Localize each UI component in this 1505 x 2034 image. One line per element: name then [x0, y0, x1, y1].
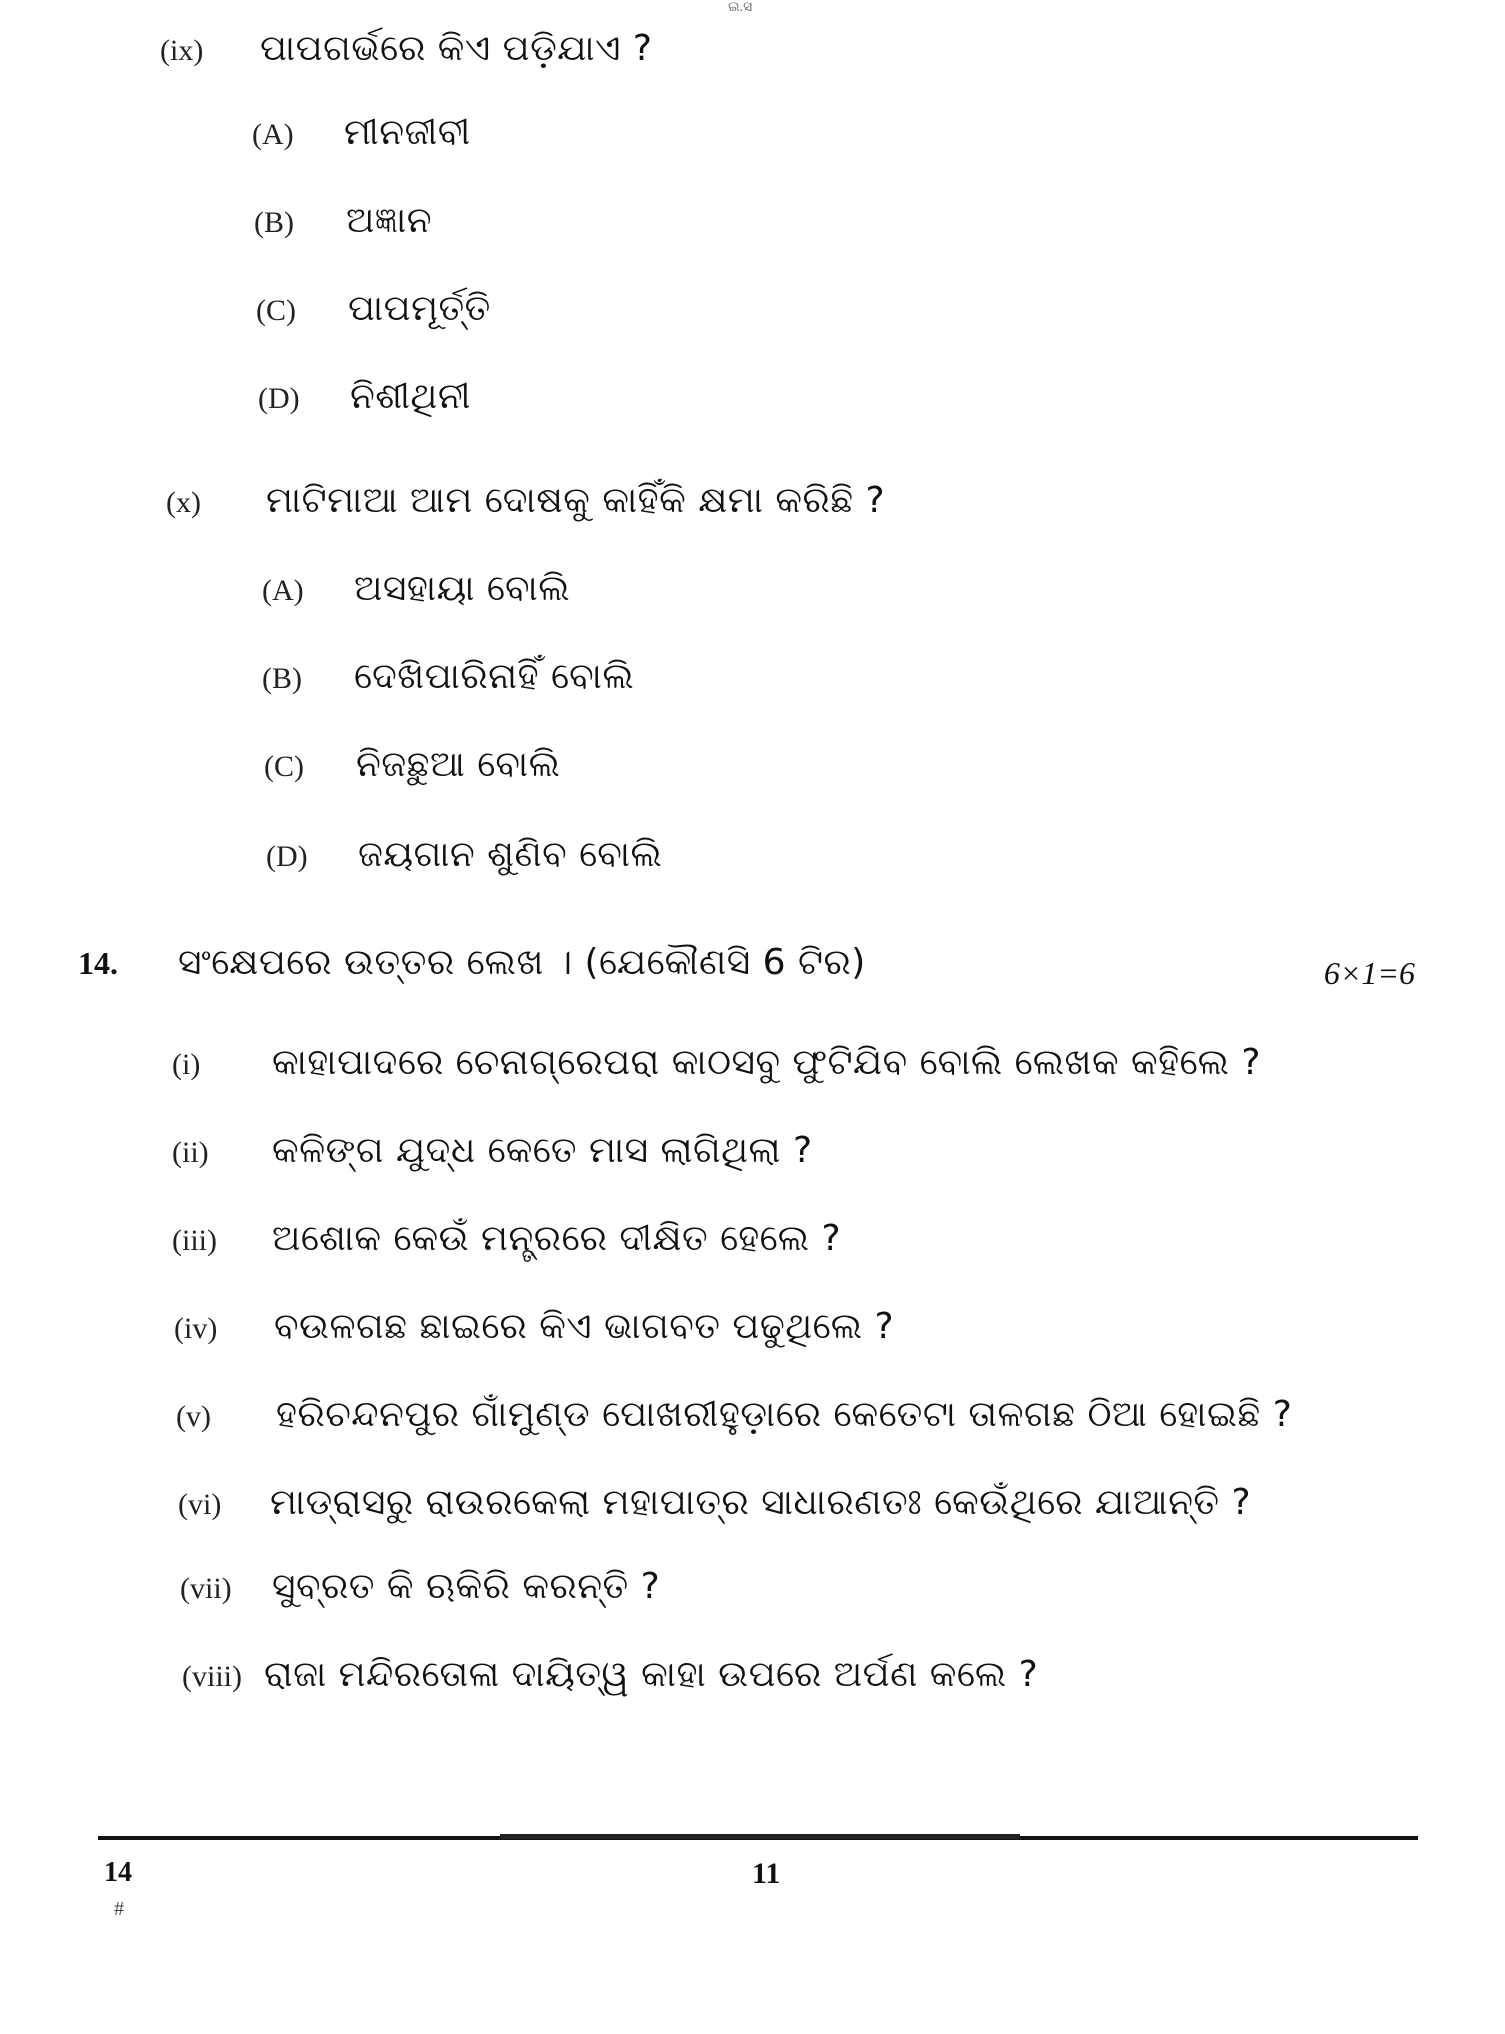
option-b [254, 200, 432, 242]
question-ix [160, 28, 652, 70]
option-text: ଜୟଗାନ ଶୁଣିବ ବୋଲି [358, 834, 663, 875]
question-ii [172, 1130, 813, 1172]
option-label: (C) [256, 294, 296, 327]
option-text: ଦେଖିପାରିନାହିଁ ବୋଲି [354, 656, 635, 697]
question-text: ସୁବ୍ରତ କି ଋକିରି କରନ୍ତି ? [272, 1566, 661, 1607]
option-label: (A) [262, 574, 304, 607]
question-i [172, 1042, 1261, 1084]
option-c [256, 288, 491, 330]
question-number: (v) [176, 1400, 211, 1433]
footer-code: 14 [104, 1857, 132, 1888]
option-text: ନିଜଛୁଆ ବୋଲି [356, 744, 561, 785]
option-c [264, 744, 560, 786]
footer-hash: # [114, 1898, 124, 1920]
section-instruction: ସଂକ୍ଷେପରେ ଉତ୍ତର ଲେଖ । (ଯେକୌଣସି 6 ଟିର) [178, 942, 866, 983]
page-number: 11 [752, 1857, 781, 1890]
question-text: ଅଶୋକ କେଉଁ ମନ୍ତ୍ରରେ ଦୀକ୍ଷିତ ହେଲେ ? [272, 1218, 842, 1259]
option-text: ନିଶୀଥିନୀ [350, 376, 472, 417]
question-number: (x) [166, 486, 201, 519]
option-label: (C) [264, 750, 304, 783]
section-14-heading [78, 942, 866, 984]
question-text: ରାଜା ମନ୍ଦିରତୋଳା ଦାୟିତ୍ୱ କାହା ଉପରେ ଅର୍ପଣ କଲେ ? [264, 1654, 1039, 1695]
question-text: ମାଡ୍ରାସରୁ ରାଉରକେଲା ମହାପାତ୍ର ସାଧାରଣତଃ କେଉଁଥିରେ ଯାଆନ୍ତି ? [270, 1482, 1252, 1523]
option-text: ପାପମୂର୍ତ୍ତି [348, 288, 491, 329]
question-number: (iv) [174, 1312, 218, 1345]
footer-divider-thick [500, 1834, 1020, 1839]
section-number: 14. [78, 945, 118, 981]
question-number: (ii) [172, 1136, 209, 1169]
question-number: (vii) [180, 1572, 232, 1605]
option-a [252, 112, 471, 154]
option-label: (B) [262, 662, 302, 695]
question-number: (iii) [172, 1224, 217, 1257]
option-label: (A) [252, 118, 294, 151]
question-text: କଳିଙ୍ଗ ଯୁଦ୍ଧ କେତେ ମାସ ଲାଗିଥିଲା ? [272, 1130, 813, 1171]
option-a [262, 568, 570, 610]
option-label: (B) [254, 206, 294, 239]
question-text: ବଉଳଗଛ ଛାଇରେ କିଏ ଭାଗବତ ପଢୁଥିଲେ ? [274, 1306, 895, 1347]
question-iii [172, 1218, 841, 1260]
question-text: କାହାପାଦରେ ଚେନାଗ୍ରେପରା କାଠସବୁ ଫୁଟିଯିବ ବୋଲି ଲେଖକ କହିଲେ ? [272, 1042, 1261, 1083]
question-number: (i) [172, 1048, 201, 1081]
question-x [166, 480, 885, 522]
option-label: (D) [266, 840, 308, 873]
question-vi [178, 1482, 1251, 1524]
question-number: (viii) [182, 1660, 242, 1693]
top-scan-mark: ଇ.ସ [728, 0, 753, 15]
question-number: (vi) [178, 1488, 222, 1521]
question-vii [180, 1566, 660, 1608]
option-text: ଅସହାୟା ବୋଲି [354, 568, 571, 609]
marks-allocation: 6×1=6 [1323, 955, 1415, 991]
option-d [258, 376, 471, 418]
question-text: ପାପଗର୍ଭରେ କିଏ ପଡ଼ିଯାଏ ? [260, 28, 653, 69]
option-text: ମୀନଜୀବୀ [344, 112, 471, 153]
question-text: ମାଟିମାଆ ଆମ ଦୋଷକୁ କାହିଁକି କ୍ଷମା କରିଛି ? [266, 480, 886, 521]
question-iv [174, 1306, 894, 1348]
question-viii [182, 1654, 1038, 1696]
question-v [176, 1394, 1292, 1436]
option-text: ଅଜ୍ଞାନ [346, 200, 432, 241]
option-d [266, 834, 662, 876]
question-text: ହରିଚନ୍ଦନପୁର ଗାଁମୁଣ୍ଡ ପୋଖରୀହୁଡ଼ାରେ କେତେଟା ତାଳଗଛ ଠିଆ ହୋଇଛି ? [276, 1394, 1293, 1435]
question-number: (ix) [160, 34, 204, 67]
option-label: (D) [258, 382, 300, 415]
option-b [262, 656, 634, 698]
